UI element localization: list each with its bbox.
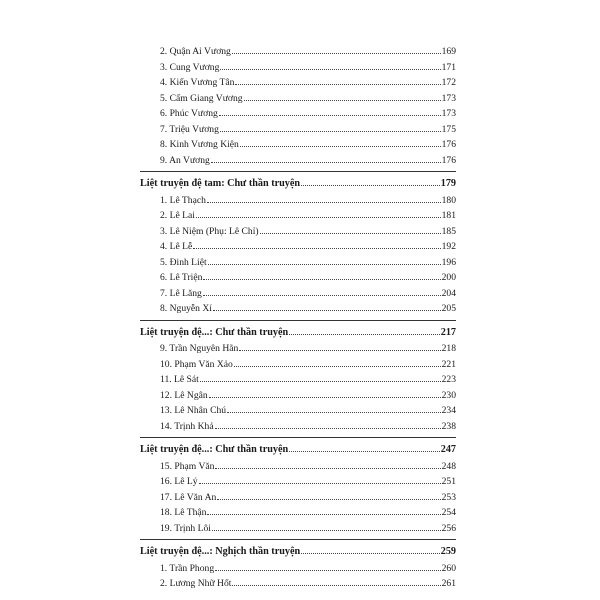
section-heading-page: 217 bbox=[440, 326, 456, 338]
toc-entry bbox=[140, 286, 456, 302]
section-heading-label: Liệt truyện đệ tam: Chư thần truyện bbox=[140, 178, 301, 189]
toc-entry-label: 4. Lê Lễ bbox=[160, 241, 193, 252]
leader-dots bbox=[235, 75, 440, 85]
leader-dots bbox=[212, 521, 441, 531]
toc-entry-page: 176 bbox=[441, 139, 456, 150]
toc-section-heading bbox=[140, 325, 456, 341]
toc-entry-label: 8. Nguyễn Xí bbox=[160, 303, 212, 314]
leader-dots bbox=[244, 91, 441, 101]
leader-dots bbox=[220, 60, 440, 70]
leader-dots bbox=[203, 286, 441, 296]
leader-dots bbox=[200, 372, 441, 382]
toc-entry-page: 221 bbox=[441, 358, 456, 370]
leader-dots bbox=[211, 153, 441, 163]
toc-entry-label: 6. Phúc Vương bbox=[160, 108, 218, 119]
toc-entry-label: 9. An Vương bbox=[160, 154, 210, 166]
toc-entry-label: 2. Quận Ai Vương bbox=[160, 46, 231, 57]
toc-entry-label: 5. Đinh Liệt bbox=[160, 256, 207, 268]
leader-dots bbox=[220, 122, 441, 132]
toc-entry-label: 11. Lê Sát bbox=[160, 374, 199, 385]
toc-entry-label: 8. Kinh Vương Kiện bbox=[160, 139, 239, 150]
toc-entry-label: 17. Lê Văn An bbox=[160, 491, 217, 503]
leader-dots bbox=[193, 239, 440, 249]
toc-entry bbox=[140, 576, 456, 592]
section-heading-label: Liệt truyện đệ...: Chư thần truyện bbox=[140, 444, 289, 455]
toc-entry bbox=[140, 75, 456, 91]
toc-entry bbox=[140, 403, 456, 419]
toc-entry-page: 251 bbox=[441, 476, 456, 487]
leader-dots bbox=[219, 106, 441, 116]
toc-entry-page: 196 bbox=[441, 256, 456, 268]
table-of-contents bbox=[140, 44, 456, 592]
section-heading-page: 179 bbox=[440, 178, 456, 189]
toc-entry-page: 181 bbox=[441, 210, 456, 221]
leader-dots bbox=[260, 224, 441, 234]
toc-entry-page: 205 bbox=[441, 303, 456, 314]
section-heading-page: 259 bbox=[440, 546, 456, 557]
toc-group bbox=[140, 544, 456, 592]
leader-dots bbox=[301, 176, 440, 186]
toc-entry bbox=[140, 357, 456, 373]
toc-entry-page: 185 bbox=[441, 225, 456, 237]
toc-entry-label: 13. Lê Nhân Chú bbox=[160, 405, 227, 416]
toc-entry-label: 1. Lê Thạch bbox=[160, 194, 206, 206]
toc-entry-page: 173 bbox=[441, 92, 456, 104]
toc-entry-page: 171 bbox=[441, 61, 456, 73]
section-divider bbox=[140, 320, 456, 321]
toc-entry bbox=[140, 44, 456, 60]
toc-entry bbox=[140, 561, 456, 577]
toc-entry bbox=[140, 60, 456, 76]
toc-entry bbox=[140, 208, 456, 224]
toc-group bbox=[140, 325, 456, 435]
toc-entry bbox=[140, 419, 456, 435]
toc-entry-label: 14. Trịnh Khả bbox=[160, 420, 214, 432]
leader-dots bbox=[239, 341, 440, 351]
toc-group bbox=[140, 44, 456, 168]
section-heading-page: 247 bbox=[440, 444, 456, 455]
toc-entry-page: 169 bbox=[441, 46, 456, 57]
leader-dots bbox=[215, 561, 440, 571]
leader-dots bbox=[213, 301, 441, 311]
leader-dots bbox=[289, 442, 440, 452]
toc-entry-label: 5. Cẩm Giang Vương bbox=[160, 92, 243, 104]
leader-dots bbox=[240, 137, 441, 147]
toc-entry bbox=[140, 106, 456, 122]
toc-entry bbox=[140, 153, 456, 169]
toc-entry bbox=[140, 270, 456, 286]
toc-entry-label: 10. Phạm Văn Xảo bbox=[160, 358, 233, 370]
section-heading-label: Liệt truyện đệ...: Chư thần truyện bbox=[140, 326, 289, 338]
toc-entry-label: 12. Lê Ngân bbox=[160, 389, 208, 401]
toc-entry-page: 172 bbox=[441, 77, 456, 88]
leader-dots bbox=[289, 325, 440, 335]
toc-entry-label: 3. Cung Vương bbox=[160, 61, 220, 73]
section-divider bbox=[140, 171, 456, 172]
leader-dots bbox=[215, 419, 441, 429]
toc-group bbox=[140, 442, 456, 536]
toc-entry-label: 1. Trần Phong bbox=[160, 562, 215, 574]
leader-dots bbox=[207, 193, 441, 203]
toc-entry bbox=[140, 224, 456, 240]
toc-entry-page: 173 bbox=[441, 108, 456, 119]
leader-dots bbox=[234, 357, 441, 367]
toc-entry bbox=[140, 255, 456, 271]
toc-group bbox=[140, 176, 456, 317]
toc-entry bbox=[140, 505, 456, 521]
leader-dots bbox=[196, 208, 441, 218]
toc-entry-page: 192 bbox=[441, 241, 456, 252]
toc-entry-label: 9. Trần Nguyên Hãn bbox=[160, 343, 239, 354]
toc-entry-label: 4. Kiến Vương Tân bbox=[160, 77, 235, 88]
leader-dots bbox=[203, 270, 440, 280]
toc-entry bbox=[140, 521, 456, 537]
toc-entry-page: 223 bbox=[441, 374, 456, 385]
leader-dots bbox=[209, 388, 441, 398]
toc-entry bbox=[140, 372, 456, 388]
toc-entry bbox=[140, 341, 456, 357]
toc-entry-label: 19. Trịnh Lôi bbox=[160, 522, 211, 534]
toc-entry-label: 3. Lê Niệm (Phụ: Lê Chỉ) bbox=[160, 225, 259, 237]
section-divider bbox=[140, 437, 456, 438]
toc-entry bbox=[140, 474, 456, 490]
section-heading-label: Liệt truyện đệ...: Nghịch thần truyện bbox=[140, 546, 301, 557]
toc-entry bbox=[140, 301, 456, 317]
leader-dots bbox=[207, 505, 440, 515]
toc-entry-page: 256 bbox=[441, 522, 456, 534]
leader-dots bbox=[199, 474, 441, 484]
toc-entry bbox=[140, 137, 456, 153]
toc-entry bbox=[140, 193, 456, 209]
toc-entry-label: 7. Triệu Vương bbox=[160, 123, 219, 135]
leader-dots bbox=[215, 459, 440, 469]
leader-dots bbox=[208, 255, 441, 265]
toc-entry bbox=[140, 91, 456, 107]
toc-entry-label: 6. Lê Triện bbox=[160, 272, 203, 283]
toc-entry bbox=[140, 459, 456, 475]
toc-entry bbox=[140, 490, 456, 506]
toc-entry-page: 218 bbox=[441, 343, 456, 354]
leader-dots bbox=[227, 403, 441, 413]
toc-entry-label: 18. Lê Thận bbox=[160, 507, 207, 518]
toc-entry-page: 176 bbox=[441, 154, 456, 166]
leader-dots bbox=[232, 576, 440, 586]
toc-section-heading bbox=[140, 544, 456, 560]
toc-entry-page: 254 bbox=[441, 507, 456, 518]
toc-entry-page: 180 bbox=[441, 194, 456, 206]
section-divider bbox=[140, 539, 456, 540]
toc-entry-page: 261 bbox=[441, 578, 456, 589]
toc-entry-page: 253 bbox=[441, 491, 456, 503]
toc-entry-label: 16. Lê Lý bbox=[160, 476, 198, 487]
leader-dots bbox=[217, 490, 440, 500]
toc-entry bbox=[140, 239, 456, 255]
toc-entry-page: 234 bbox=[441, 405, 456, 416]
toc-entry-label: 2. Lương Nhữ Hốt bbox=[160, 578, 232, 589]
toc-entry bbox=[140, 388, 456, 404]
toc-entry bbox=[140, 122, 456, 138]
toc-section-heading bbox=[140, 442, 456, 458]
toc-entry-page: 260 bbox=[441, 562, 456, 574]
toc-entry-page: 200 bbox=[441, 272, 456, 283]
toc-entry-page: 230 bbox=[441, 389, 456, 401]
toc-entry-page: 238 bbox=[441, 420, 456, 432]
toc-entry-page: 204 bbox=[441, 287, 456, 299]
leader-dots bbox=[232, 44, 441, 54]
toc-entry-page: 175 bbox=[441, 123, 456, 135]
leader-dots bbox=[301, 544, 440, 554]
toc-section-heading bbox=[140, 176, 456, 192]
toc-entry-page: 248 bbox=[441, 460, 456, 472]
toc-entry-label: 15. Phạm Văn bbox=[160, 460, 215, 472]
toc-entry-label: 7. Lê Lăng bbox=[160, 287, 202, 299]
toc-entry-label: 2. Lê Lai bbox=[160, 210, 195, 221]
